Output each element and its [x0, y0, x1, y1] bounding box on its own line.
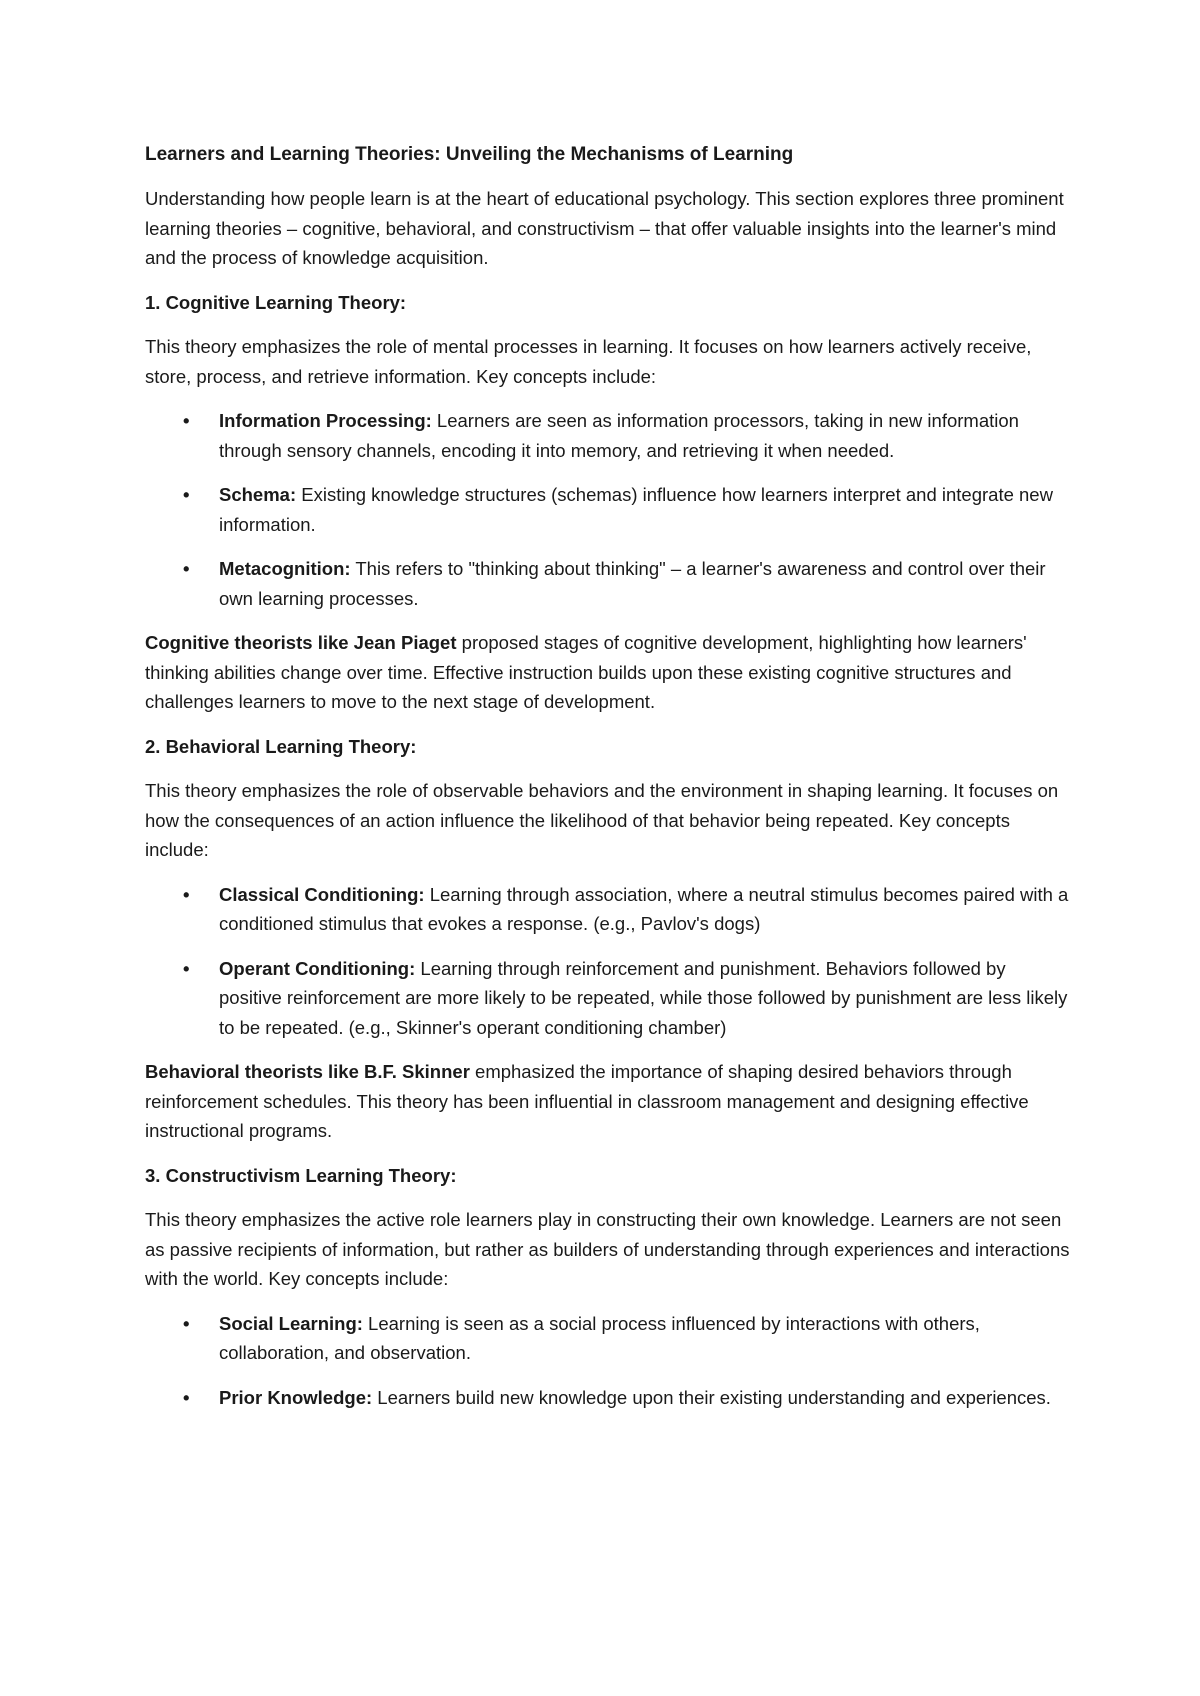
concept-text: Learning through association, where a neutral stimulus becomes paired with a conditioned stimulus that evokes a response. (e.g., Pavlov's dogs) — [219, 883, 1069, 934]
concept-term: Operant Conditioning: — [219, 957, 416, 979]
section-heading-cognitive: 1. Cognitive Learning Theory: — [145, 291, 407, 313]
concept-term: Prior Knowledge: — [219, 1386, 373, 1408]
list-item — [145, 954, 1070, 1043]
list-item — [145, 480, 1070, 539]
concept-term: Information Processing: — [219, 410, 432, 431]
list-item — [145, 554, 1070, 613]
concept-text: Learners are seen as information processors, taking in new information through sensory channels, encoding it into memory, and retrieving it when needed. — [219, 410, 1019, 461]
document-title: Learners and Learning Theories: Unveiling the Mechanisms of Learning — [145, 144, 794, 165]
bullet-icon: • — [183, 957, 190, 979]
document-page — [145, 140, 1070, 1427]
section-body-cognitive: This theory emphasizes the role of mental processes in learning. It focuses on how learners actively receive, store, process, and retrieve information. Key concepts include: — [145, 336, 1032, 387]
concept-term: Metacognition: — [219, 558, 351, 579]
section-heading-constructivism: 3. Constructivism Learning Theory: — [145, 1164, 457, 1186]
bullet-icon: • — [183, 1312, 190, 1334]
closing-text: emphasized the importance of shaping desired behaviors through reinforcement schedules. This theory has been influential in classroom management and designing effective instructional programs. — [145, 1061, 1029, 1141]
bullet-icon: • — [183, 558, 190, 579]
concept-text: Learning is seen as a social process influenced by interactions with others, collaboration, and observation. — [219, 1312, 980, 1363]
concept-term: Classical Conditioning: — [219, 883, 425, 905]
intro-paragraph: Understanding how people learn is at the heart of educational psychology. This section explores three prominent learning theories – cognitive, behavioral, and constructivism – that offer valuable insights into the learner's mind and the process of knowledge acquisition. — [145, 188, 1064, 268]
concept-list-constructivism — [145, 1309, 1070, 1413]
bullet-icon: • — [183, 1386, 190, 1408]
list-item — [145, 1383, 1070, 1413]
list-item — [145, 1309, 1070, 1368]
section-body-constructivism: This theory emphasizes the active role learners play in constructing their own knowledge. Learners are not seen as passive recipients of information, but rather as builders of understanding through experiences and interactions with the world. Key concepts include: — [145, 1209, 1070, 1289]
list-item — [145, 880, 1070, 939]
concept-text: Learners build new knowledge upon their existing understanding and experiences. — [372, 1386, 1051, 1408]
concept-list-cognitive — [145, 406, 1070, 613]
concept-text: Learning through reinforcement and punishment. Behaviors followed by positive reinforcement are more likely to be repeated, while those followed by punishment are less likely to be repeated. (e.g., Skinner's operant conditioning chamber) — [219, 957, 1068, 1038]
closing-lead: Cognitive theorists like Jean Piaget — [145, 632, 457, 653]
concept-list-behavioral — [145, 880, 1070, 1043]
concept-term: Schema: — [219, 484, 297, 505]
bullet-icon: • — [183, 883, 190, 905]
list-item — [145, 406, 1070, 465]
concept-term: Social Learning: — [219, 1312, 363, 1334]
bullet-icon: • — [183, 484, 190, 505]
closing-text: proposed stages of cognitive development, highlighting how learners' thinking abilities change over time. Effective instruction builds upon these existing cognitive structures and challenges learners to move to the next stage of development. — [145, 632, 1027, 712]
concept-text: Existing knowledge structures (schemas) influence how learners interpret and integrate new information. — [219, 484, 1053, 535]
concept-text: This refers to "thinking about thinking" – a learner's awareness and control over their own learning processes. — [219, 558, 1046, 609]
section-heading-behavioral: 2. Behavioral Learning Theory: — [145, 735, 417, 757]
section-body-behavioral: This theory emphasizes the role of observable behaviors and the environment in shaping learning. It focuses on how the consequences of an action influence the likelihood of that behavior being repeated. Key concepts include: — [145, 780, 1059, 860]
closing-lead: Behavioral theorists like B.F. Skinner — [145, 1061, 470, 1082]
closing-paragraph-behavioral — [145, 1057, 1070, 1146]
closing-paragraph-cognitive — [145, 628, 1070, 717]
bullet-icon: • — [183, 410, 190, 431]
